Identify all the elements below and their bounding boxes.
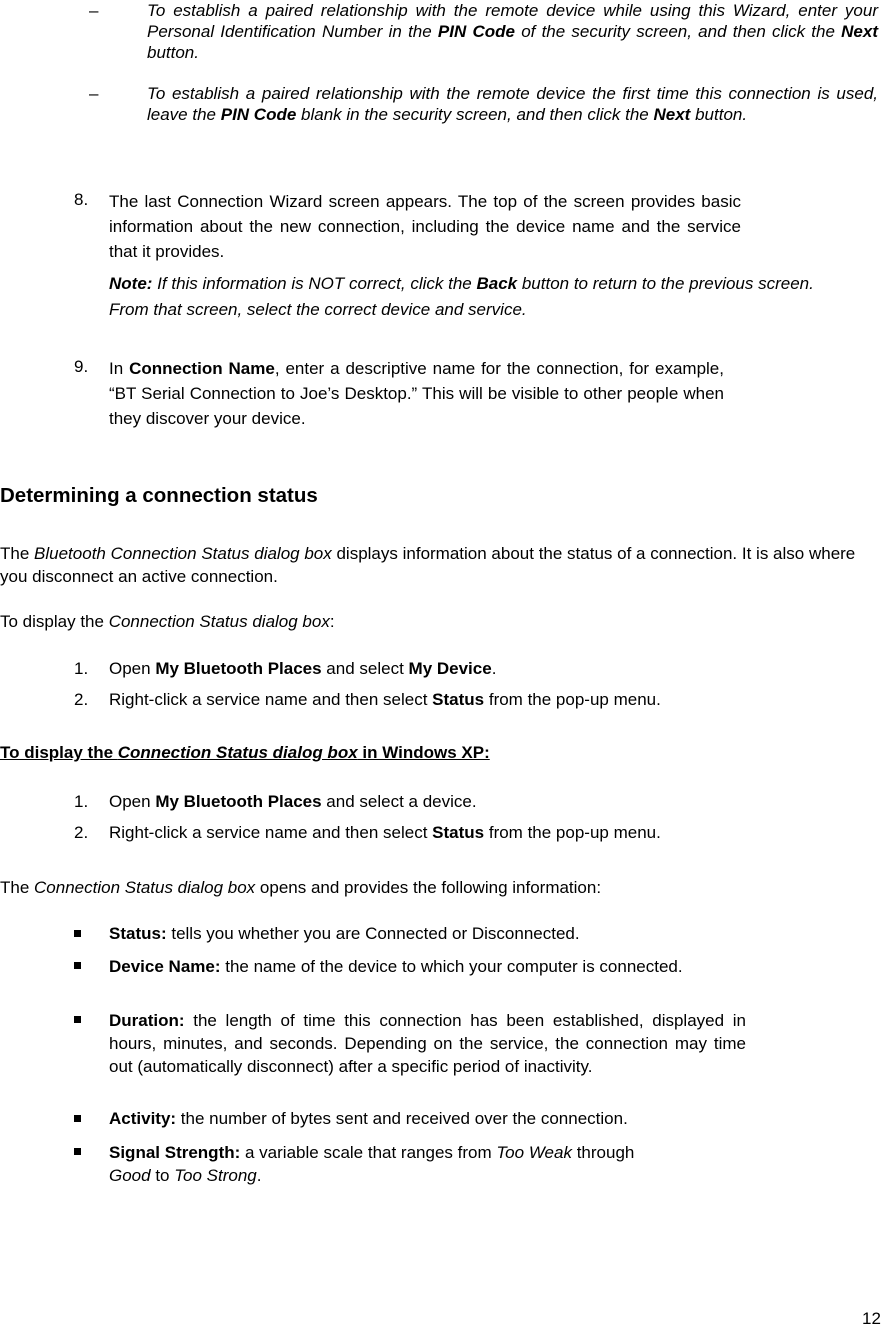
dash-marker: –: [89, 84, 99, 103]
step-text: Open My Bluetooth Places and select a device.: [109, 792, 477, 811]
step-text: Open My Bluetooth Places and select My Device.: [109, 659, 497, 678]
bullet-square-icon: [74, 1016, 81, 1023]
display-paragraph: To display the Connection Status dialog box:: [0, 612, 335, 631]
bullet-square-icon: [74, 930, 81, 937]
section-heading: Determining a connection status: [0, 484, 318, 507]
step-text: Right-click a service name and then select Status from the pop-up menu.: [109, 823, 661, 842]
step-number: 9.: [74, 357, 89, 376]
step-number: 1.: [74, 659, 89, 678]
intro-paragraph: The Bluetooth Connection Status dialog box displays information about the status of a connection. It is also where you disconnect an active connection.: [0, 544, 856, 586]
bullet-square-icon: [74, 1148, 81, 1155]
step-text: The last Connection Wizard screen appears. The top of the screen provides basic information about the new connection, including the device name and the service that it provides.: [109, 192, 741, 261]
dash-item-text: To establish a paired relationship with the remote device while using this Wizard, enter your Personal Identification Number in the PIN Code of the security screen, and then click the Next button.: [147, 1, 878, 62]
bullet-square-icon: [74, 962, 81, 969]
note-label: Note:: [109, 274, 153, 293]
page-number: 12: [862, 1309, 881, 1328]
opens-paragraph: The Connection Status dialog box opens and provides the following information:: [0, 878, 602, 897]
dash-item-text: To establish a paired relationship with the remote device the first time this connection is used, leave the PIN Code blank in the security screen, and then click the Next button.: [147, 84, 878, 124]
step-number: 2.: [74, 823, 89, 842]
step-number: 2.: [74, 690, 89, 709]
dash-marker: –: [89, 1, 99, 20]
subheading: To display the Connection Status dialog box in Windows XP:: [0, 743, 490, 762]
note: Note: If this information is NOT correct, click the Back button to return to the previous screen. From that screen, select the correct device and service.: [109, 274, 814, 319]
step-text: Right-click a service name and then select Status from the pop-up menu.: [109, 690, 661, 709]
step-number: 8.: [74, 190, 89, 209]
step-number: 1.: [74, 792, 89, 811]
bullet-square-icon: [74, 1115, 81, 1122]
step-text: In Connection Name, enter a descriptive name for the connection, for example, “BT Serial Connection to Joe’s Desktop.” This will be visible to other people when they discover your device.: [109, 359, 724, 428]
